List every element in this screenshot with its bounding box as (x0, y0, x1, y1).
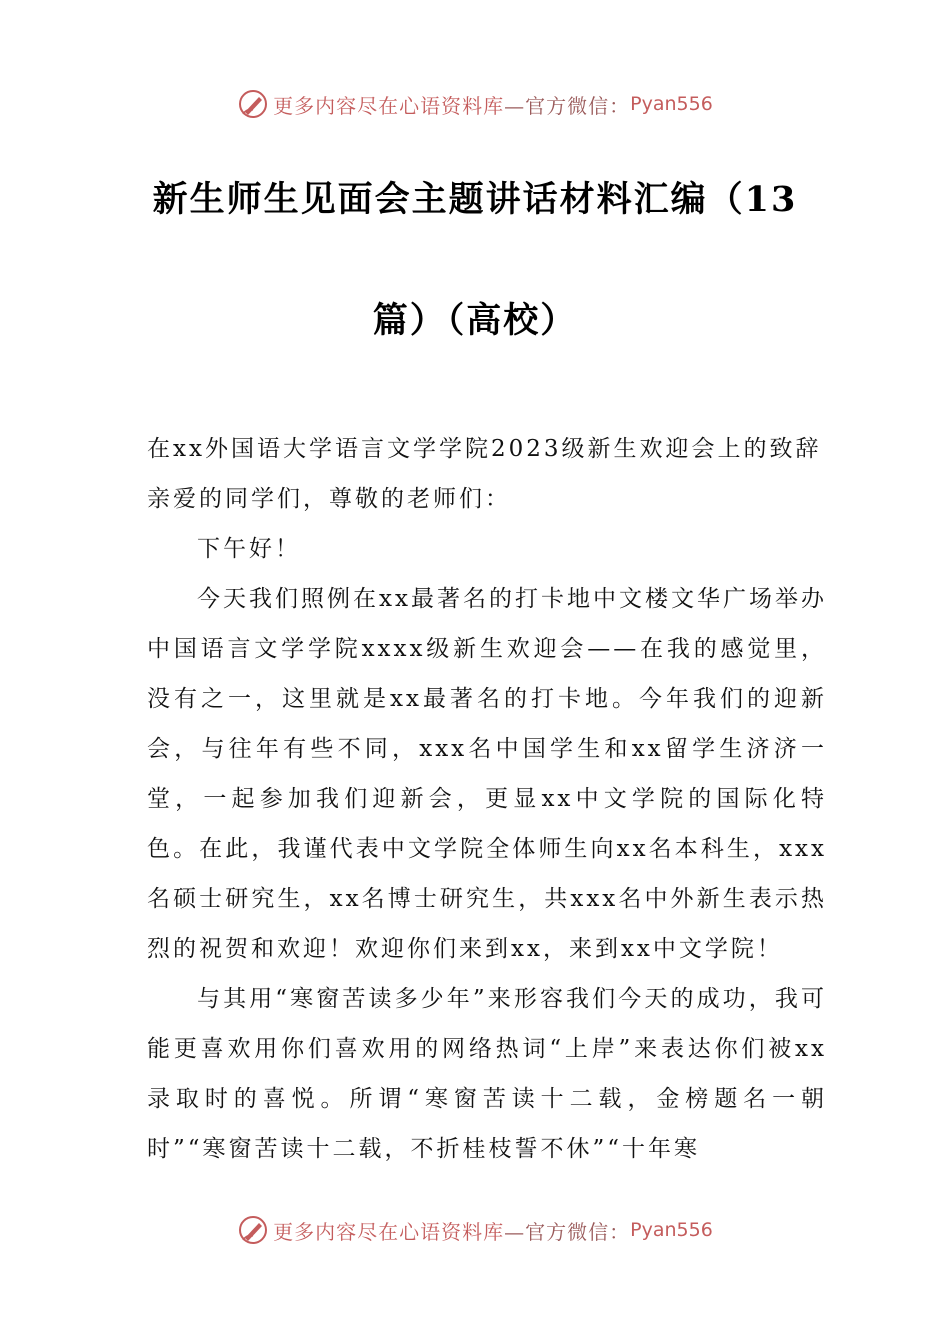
document-title-line-1: 新生师生见面会主题讲话材料汇编（13 (152, 179, 798, 220)
speech-title: 在xx外国语大学语言文学学院2023级新生欢迎会上的致辞 (147, 436, 822, 462)
banner-main-text: 更多内容尽在心语资料库 (273, 93, 505, 118)
banner-wechat-id: Pyan556 (630, 1219, 713, 1241)
pen-logo-icon (237, 1214, 269, 1246)
document-body (147, 424, 827, 1174)
footer-watermark-banner (0, 1210, 950, 1250)
banner-wechat-id: Pyan556 (630, 93, 713, 115)
salutation: 亲爱的同学们，尊敬的老师们： (147, 486, 511, 512)
paragraph: 今天我们照例在xx最著名的打卡地中文楼文华广场举办中国语言文学学院xxxx级新生欢迎会——在我的感觉里，没有之一，这里就是xx最著名的打卡地。今年我们的迎新会，与往年有些不同，xxx名中国学生和xx留学生济济一堂，一起参加我们迎新会，更显xx中文学院的国际化特色。在此，我谨代表中文学院全体师生向xx名本科生，xxx名硕士研究生，xx名博士研究生，共xxx名中外新生表示热烈的祝贺和欢迎！欢迎你们来到xx，来到xx中文学院！ (147, 586, 827, 962)
header-watermark-banner (0, 84, 950, 124)
greeting: 下午好！ (197, 536, 301, 562)
banner-sub-text: —官方微信： (504, 93, 631, 118)
banner-main-text: 更多内容尽在心语资料库 (273, 1219, 505, 1244)
banner-sub-text: —官方微信： (504, 1219, 631, 1244)
document-title-line-2: 篇）（高校） (372, 300, 578, 341)
paragraph: 与其用“寒窗苦读多少年”来形容我们今天的成功，我可能更喜欢用你们喜欢用的网络热词“上岸”来表达你们被xx录取时的喜悦。所谓“寒窗苦读十二载，金榜题名一朝时”“寒窗苦读十二载，不折桂枝誓不休”“十年寒 (147, 986, 827, 1162)
pen-logo-icon (237, 88, 269, 120)
